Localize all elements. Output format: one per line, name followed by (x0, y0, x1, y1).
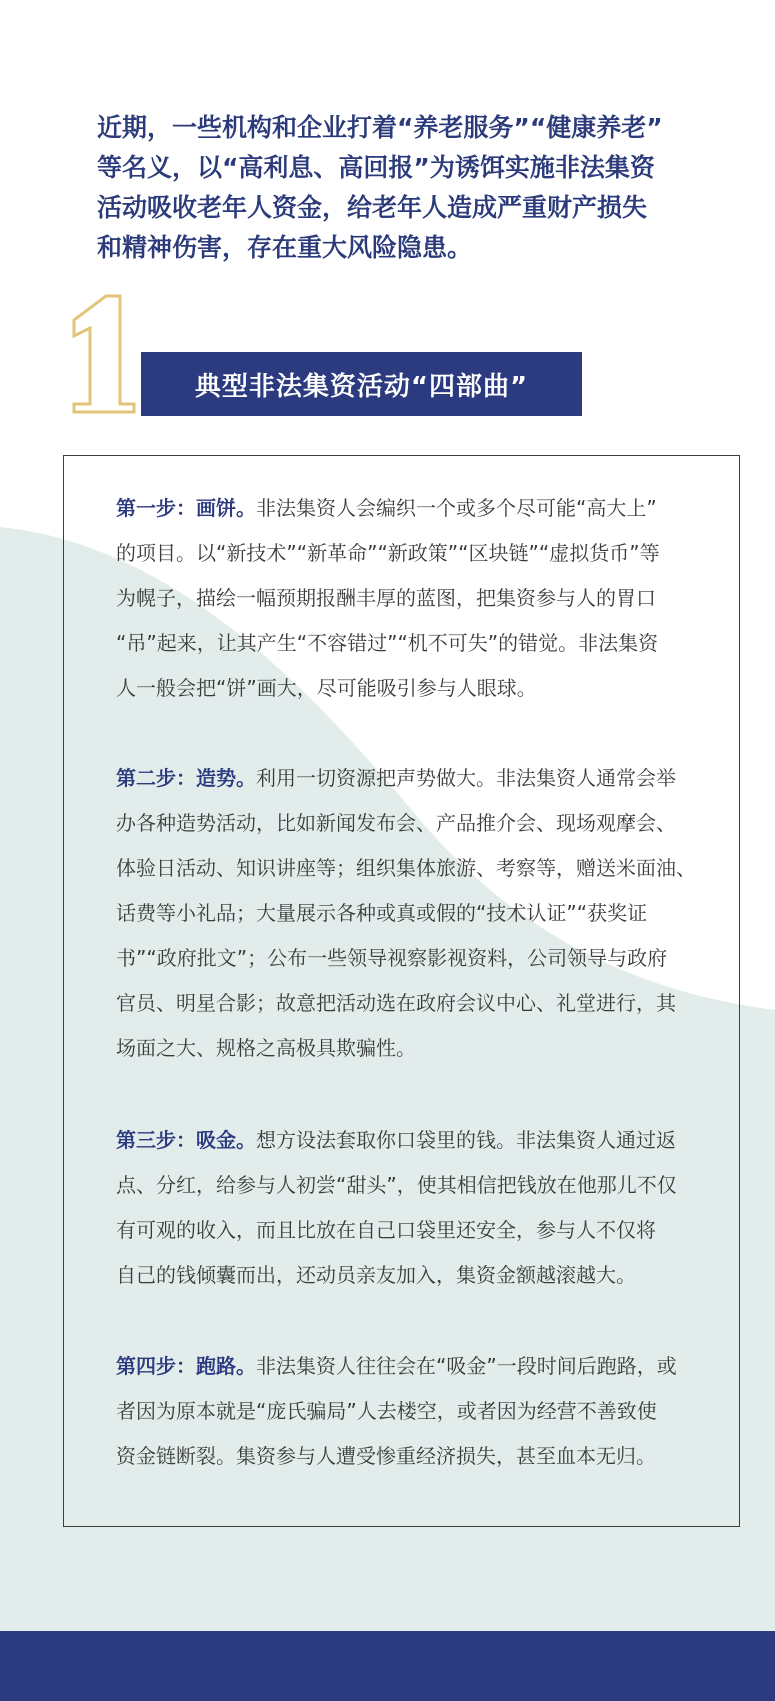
intro-line: 等名义，以“高利息、高回报”为诱饵实施非法集资 (97, 153, 655, 182)
step-text: 场面之大、规格之高极具欺骗性。 (116, 1036, 416, 1060)
step-4 (116, 1344, 712, 1479)
step-text: 的项目。以“新技术”“新革命”“新政策”“区块链”“虚拟货币”等 (116, 541, 660, 565)
step-text: 自己的钱倾囊而出，还动员亲友加入，集资金额越滚越大。 (116, 1263, 636, 1287)
step-text: 非法集资人往往会在“吸金”一段时间后跑路，或 (256, 1354, 677, 1378)
step-3 (116, 1118, 712, 1298)
intro-paragraph (97, 108, 717, 268)
step-text: 人一般会把“饼”画大，尽可能吸引参与人眼球。 (116, 676, 537, 700)
step-text: 点、分红，给参与人初尝“甜头”，使其相信把钱放在他那儿不仅 (116, 1173, 677, 1197)
steps-box (63, 455, 740, 1527)
step-2 (116, 756, 712, 1071)
step-text: 非法集资人会编织一个或多个尽可能“高大上” (256, 496, 657, 520)
step-text: 话费等小礼品；大量展示各种或真或假的“技术认证”“获奖证 (116, 901, 648, 925)
intro-line: 活动吸收老年人资金，给老年人造成严重财产损失 (97, 193, 648, 222)
step-text: 官员、明星合影；故意把活动选在政府会议中心、礼堂进行，其 (116, 991, 676, 1015)
intro-line: 和精神伤害，存在重大风险隐患。 (97, 233, 473, 262)
intro-line: 近期，一些机构和企业打着“养老服务”“健康养老” (97, 113, 663, 142)
step-text: 有可观的收入，而且比放在自己口袋里还安全，参与人不仅将 (116, 1218, 656, 1242)
step-title: 第二步：造势。 (116, 766, 256, 790)
step-text: 为幌子，描绘一幅预期报酬丰厚的蓝图，把集资参与人的胃口 (116, 586, 656, 610)
step-text: 想方设法套取你口袋里的钱。非法集资人通过返 (256, 1128, 676, 1152)
step-text: “吊”起来，让其产生“不容错过”“机不可失”的错觉。非法集资 (116, 631, 659, 655)
footer-bar (0, 1631, 775, 1701)
step-title: 第一步：画饼。 (116, 496, 256, 520)
step-text: 书”“政府批文”；公布一些领导视察影视资料，公司领导与政府 (116, 946, 668, 970)
step-text: 资金链断裂。集资参与人遭受惨重经济损失，甚至血本无归。 (116, 1444, 656, 1468)
step-text: 体验日活动、知识讲座等；组织集体旅游、考察等，赠送米面油、 (116, 856, 696, 880)
step-1 (116, 486, 712, 711)
step-text: 者因为原本就是“庞氏骗局”人去楼空，或者因为经营不善致使 (116, 1399, 657, 1423)
step-text: 利用一切资源把声势做大。非法集资人通常会举 (256, 766, 676, 790)
section-title: 典型非法集资活动“四部曲” (141, 352, 582, 416)
section-number (62, 292, 138, 418)
step-text: 办各种造势活动，比如新闻发布会、产品推介会、现场观摩会、 (116, 811, 676, 835)
step-title: 第三步：吸金。 (116, 1128, 256, 1152)
step-title: 第四步：跑路。 (116, 1354, 256, 1378)
